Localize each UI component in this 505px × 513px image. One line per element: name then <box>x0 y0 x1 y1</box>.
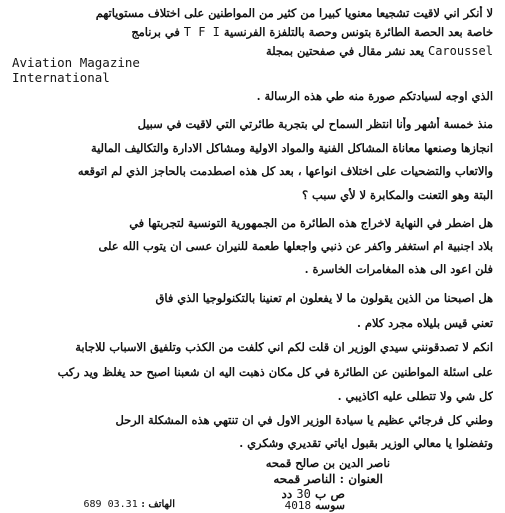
text-line-1: لا أنكر اني لاقيت تشجيعا معنويا كبيرا من كثير من المواطنين على اختلاف مستوياتهم <box>95 6 493 20</box>
text-line-12: هل اصبحنا من الذين يقولون ما لا يفعلون ام تعنينا بالتكنولوجيا الذي فاق <box>155 291 493 305</box>
magazine-title-line-1: Aviation Magazine <box>12 55 140 70</box>
text-line-13: تعني قيس بليلاه مجرد كلام . <box>356 316 493 330</box>
signature: ناصر الدين بن صالح قمحه <box>265 456 390 470</box>
text-line-9: هل اضطر في النهاية لاخراج هذه الطائرة من الجمهورية التونسية لتجربتها في <box>129 216 493 230</box>
address-phone-number: 03.31 689 <box>83 499 138 510</box>
text-line-5: منذ خمسة أشهر وأنا انتظر السماح لي بتجربة طائرتي التي لاقيت في سبيل <box>137 117 493 131</box>
address-po-label: ص ب <box>315 487 345 501</box>
address-phone-label: الهاتف : <box>141 499 175 510</box>
text-line-18: وتفضلوا يا معالي الوزير بقبول اياتي تقديري وشكري . <box>239 436 493 450</box>
text-line-17: وطني كل فرجائي عظيم يا سيادة الوزير الاول في ان تنتهي هذه المشكلة الرحل <box>115 413 493 427</box>
address-phone <box>84 497 175 512</box>
text-line-3-rest: يعد نشر مقال في صفحتين بمجلة <box>266 44 424 58</box>
address-city <box>285 498 345 513</box>
text-line-2 <box>12 25 493 39</box>
text-line-2-start: خاصة بعد الحصة الطائرة بتونس وحصة بالتلفزة الفرنسية <box>223 25 493 39</box>
text-line-2-end: في برنامج <box>131 25 180 39</box>
magazine-inline: Caroussel <box>427 44 493 58</box>
text-line-8: البتة وهو التعنت والمكابرة لا لأي سبب ؟ <box>302 188 493 202</box>
text-line-7: والاتعاب والتضحيات على اختلاف انواعها ، بعد كل هذه اصطدمت بالحاجز الذي لم اتوقعه <box>77 164 493 178</box>
text-line-16: كل شي ولا تتطلى عليه اكاذيبي . <box>337 389 493 403</box>
text-line-6: انجازها وصنعها معاناة المشاكل الفنية والمواد الاولية ومشاكل الادارة والتكاليف المالية <box>91 141 493 155</box>
program-code: T F I <box>183 25 220 39</box>
address-po-suffix: دد <box>281 487 293 501</box>
address-title: العنوان : الناصر قمحه <box>273 472 383 486</box>
text-line-15: على اسئلة المواطنين عن الطائرة في كل مكان ذهبت اليه ان شعبنا اصبح حد يغلظ ويد ركب <box>57 365 493 379</box>
text-line-11: فلن اعود الى هذه المغامرات الخاسرة . <box>304 262 493 276</box>
address-city-name: سوسه <box>314 499 345 512</box>
text-line-14: انكم لا تصدقونني سيدي الوزير ان قلت لكم اني كلفت من الكذب وتلفيق الاسباب للاجابة <box>75 340 493 354</box>
magazine-title-line-2: International <box>12 70 110 85</box>
text-line-4: الذي اوجه لسيادتكم صورة منه طي هذه الرسالة . <box>256 89 493 103</box>
text-line-10: بلاد اجنبية ام استغفر واكفر عن ذنبي واجعلها طعمة للنيران عسى ان يتوب الله على <box>98 239 493 253</box>
address-postcode: 4018 <box>284 499 312 512</box>
address-po-number: 30 <box>296 487 311 501</box>
